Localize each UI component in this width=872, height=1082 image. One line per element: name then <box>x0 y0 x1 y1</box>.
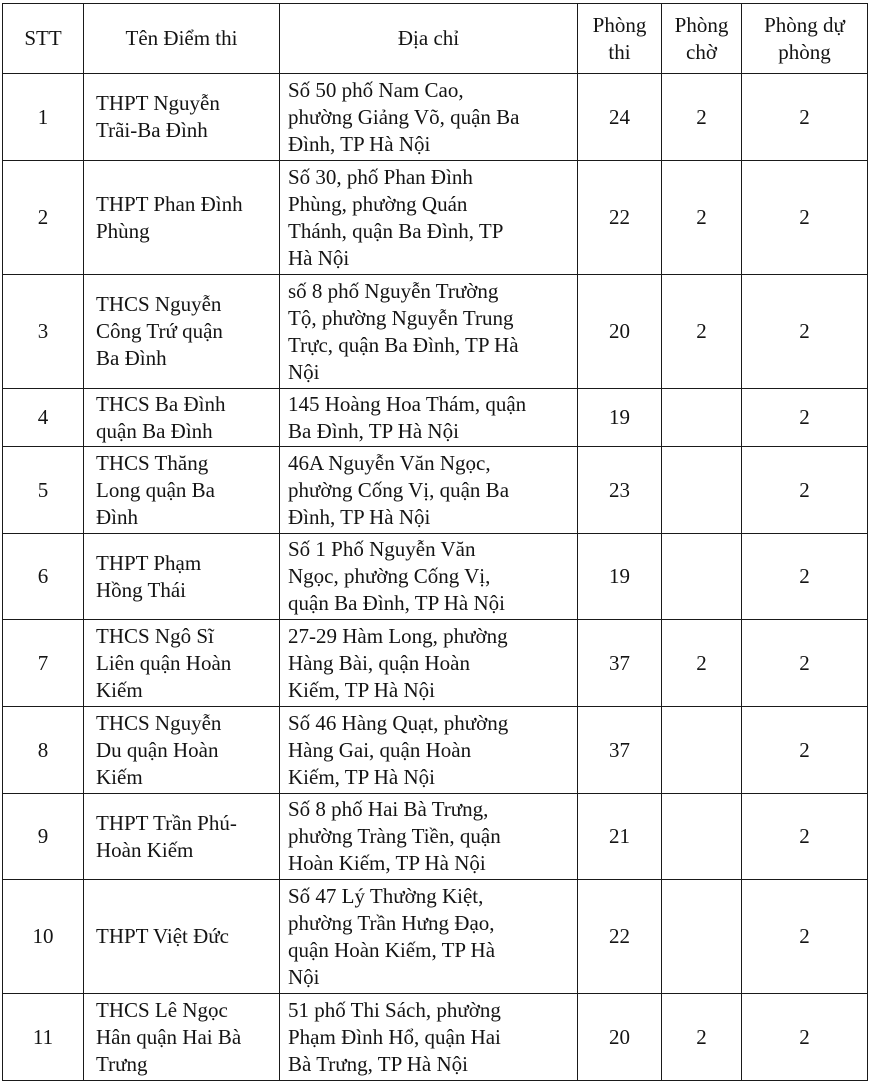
cell-stt-text: 9 <box>37 824 49 848</box>
cell-exam-rooms-text: 20 <box>609 1024 630 1049</box>
cell-site-name <box>84 880 280 994</box>
cell-stt-text: 3 <box>37 319 49 343</box>
cell-waiting-rooms <box>662 161 742 275</box>
cell-address-text: Số 30, phố Phan Đình Phùng, phường Quán Thánh, quận Ba Đình, TP Hà Nội <box>288 164 504 270</box>
cell-exam-rooms <box>578 794 662 880</box>
cell-stt <box>3 161 84 275</box>
cell-backup-rooms <box>742 161 868 275</box>
cell-waiting-rooms-text: 2 <box>696 319 707 343</box>
cell-stt <box>3 447 84 534</box>
table-row <box>3 620 868 707</box>
cell-address-text: 145 Hoàng Hoa Thám, quận Ba Đình, TP Hà Nội <box>288 391 527 443</box>
cell-address <box>280 707 578 794</box>
table-row <box>3 534 868 620</box>
cell-backup-rooms <box>742 707 868 794</box>
cell-address-text: 51 phố Thi Sách, phường Phạm Đình Hổ, quận Hai Bà Trưng, TP Hà Nội <box>288 997 501 1076</box>
cell-site-name-text: THPT Phạm Hồng Thái <box>96 550 202 602</box>
cell-site-name-text: THPT Phan Đình Phùng <box>96 191 243 243</box>
cell-exam-rooms <box>578 389 662 447</box>
table-row <box>3 994 868 1081</box>
cell-waiting-rooms <box>662 880 742 994</box>
cell-exam-rooms <box>578 880 662 994</box>
cell-address <box>280 794 578 880</box>
table-row <box>3 707 868 794</box>
cell-exam-rooms-text: 22 <box>609 924 630 948</box>
cell-backup-rooms <box>742 275 868 389</box>
cell-address <box>280 275 578 389</box>
exam-sites-table <box>2 3 868 1081</box>
cell-stt-text: 4 <box>37 405 49 429</box>
cell-backup-rooms-text: 2 <box>799 564 810 588</box>
cell-address <box>280 534 578 620</box>
cell-backup-rooms-text: 2 <box>799 104 810 129</box>
cell-waiting-rooms <box>662 74 742 161</box>
header-waiting-rooms: Phòng chờ <box>662 4 742 74</box>
cell-stt-text: 10 <box>32 924 54 948</box>
cell-stt <box>3 389 84 447</box>
table-row <box>3 161 868 275</box>
table-row <box>3 880 868 994</box>
cell-address-text: Số 47 Lý Thường Kiệt, phường Trần Hưng Đạo, quận Hoàn Kiếm, TP Hà Nội <box>288 883 496 989</box>
cell-waiting-rooms <box>662 994 742 1081</box>
cell-address-text: Số 46 Hàng Quạt, phường Hàng Gai, quận Hoàn Kiếm, TP Hà Nội <box>288 710 509 789</box>
cell-site-name-text: THPT Trần Phú- Hoàn Kiếm <box>96 810 237 862</box>
table-row <box>3 794 868 880</box>
cell-site-name-text: THCS Thăng Long quận Ba Đình <box>96 450 215 529</box>
cell-backup-rooms-text: 2 <box>799 737 810 762</box>
cell-site-name-text: THPT Việt Đức <box>96 924 230 948</box>
cell-stt-text: 7 <box>37 650 49 675</box>
cell-exam-rooms <box>578 447 662 534</box>
cell-waiting-rooms <box>662 275 742 389</box>
cell-address-text: Số 1 Phố Nguyễn Văn Ngọc, phường Cống Vị, quận Ba Đình, TP Hà Nội <box>288 537 505 615</box>
cell-backup-rooms <box>742 620 868 707</box>
cell-backup-rooms-text: 2 <box>799 1024 810 1049</box>
cell-address-text: 27-29 Hàm Long, phường Hàng Bài, quận Hoàn Kiếm, TP Hà Nội <box>288 623 508 702</box>
cell-exam-rooms-text: 37 <box>609 737 630 762</box>
cell-exam-rooms-text: 23 <box>609 477 630 502</box>
cell-stt <box>3 794 84 880</box>
cell-site-name <box>84 534 280 620</box>
table-row <box>3 74 868 161</box>
cell-stt <box>3 880 84 994</box>
cell-backup-rooms <box>742 389 868 447</box>
cell-address <box>280 994 578 1081</box>
cell-backup-rooms <box>742 534 868 620</box>
cell-exam-rooms-text: 24 <box>609 104 630 129</box>
cell-exam-rooms <box>578 161 662 275</box>
cell-backup-rooms-text: 2 <box>799 319 810 343</box>
header-stt: STT <box>3 4 84 74</box>
cell-waiting-rooms <box>662 707 742 794</box>
cell-exam-rooms-text: 22 <box>609 205 630 229</box>
cell-backup-rooms <box>742 994 868 1081</box>
cell-address-text: Số 8 phố Hai Bà Trưng, phường Tràng Tiền, quận Hoàn Kiếm, TP Hà Nội <box>288 797 501 875</box>
cell-address <box>280 447 578 534</box>
cell-waiting-rooms <box>662 389 742 447</box>
cell-exam-rooms-text: 37 <box>609 650 630 675</box>
cell-exam-rooms <box>578 534 662 620</box>
cell-site-name <box>84 74 280 161</box>
cell-exam-rooms <box>578 620 662 707</box>
cell-waiting-rooms-text: 2 <box>696 205 707 229</box>
cell-site-name <box>84 794 280 880</box>
cell-exam-rooms <box>578 74 662 161</box>
cell-address <box>280 389 578 447</box>
cell-exam-rooms <box>578 994 662 1081</box>
cell-waiting-rooms <box>662 620 742 707</box>
cell-stt-text: 1 <box>37 104 49 129</box>
cell-site-name-text: THCS Ngô Sĩ Liên quận Hoàn Kiếm <box>96 623 232 702</box>
cell-backup-rooms-text: 2 <box>799 924 810 948</box>
cell-stt <box>3 534 84 620</box>
cell-site-name-text: THCS Nguyễn Du quận Hoàn Kiếm <box>96 710 222 789</box>
cell-site-name <box>84 994 280 1081</box>
cell-exam-rooms-text: 21 <box>609 824 630 848</box>
cell-stt <box>3 74 84 161</box>
header-address: Địa chỉ <box>280 4 578 74</box>
header-site-name: Tên Điểm thi <box>84 4 280 74</box>
table-row <box>3 447 868 534</box>
cell-address <box>280 74 578 161</box>
cell-exam-rooms <box>578 707 662 794</box>
cell-stt <box>3 707 84 794</box>
cell-backup-rooms-text: 2 <box>799 405 810 429</box>
cell-waiting-rooms-text: 2 <box>696 104 707 129</box>
cell-stt-text: 6 <box>37 564 49 588</box>
cell-exam-rooms-text: 19 <box>609 564 630 588</box>
cell-site-name-text: THPT Nguyễn Trãi-Ba Đình <box>96 91 220 142</box>
cell-site-name-text: THCS Nguyễn Công Trứ quận Ba Đình <box>96 292 223 370</box>
cell-backup-rooms <box>742 794 868 880</box>
cell-site-name <box>84 620 280 707</box>
cell-stt <box>3 994 84 1081</box>
cell-site-name-text: THCS Ba Đình quận Ba Đình <box>96 391 226 443</box>
cell-stt-text: 2 <box>37 205 49 229</box>
cell-backup-rooms-text: 2 <box>799 205 810 229</box>
cell-stt-text: 5 <box>37 477 49 502</box>
table-row <box>3 275 868 389</box>
cell-backup-rooms-text: 2 <box>799 650 810 675</box>
header-backup-rooms: Phòng dự phòng <box>742 4 868 74</box>
cell-waiting-rooms <box>662 534 742 620</box>
cell-address <box>280 161 578 275</box>
cell-address <box>280 620 578 707</box>
cell-waiting-rooms <box>662 794 742 880</box>
cell-stt-text: 8 <box>37 737 49 762</box>
header-row <box>3 4 868 74</box>
header-exam-rooms: Phòng thi <box>578 4 662 74</box>
cell-site-name <box>84 389 280 447</box>
cell-waiting-rooms-text: 2 <box>696 650 707 675</box>
cell-backup-rooms-text: 2 <box>799 824 810 848</box>
cell-waiting-rooms-text: 2 <box>696 1024 707 1049</box>
cell-stt-text: 11 <box>32 1024 54 1049</box>
cell-stt <box>3 620 84 707</box>
cell-site-name <box>84 707 280 794</box>
cell-backup-rooms <box>742 74 868 161</box>
cell-exam-rooms <box>578 275 662 389</box>
cell-address <box>280 880 578 994</box>
table-row <box>3 389 868 447</box>
cell-site-name <box>84 447 280 534</box>
cell-address-text: số 8 phố Nguyễn Trường Tộ, phường Nguyễn Trung Trực, quận Ba Đình, TP Hà Nội <box>288 278 519 384</box>
cell-site-name <box>84 161 280 275</box>
cell-address-text: 46A Nguyễn Văn Ngọc, phường Cống Vị, quận Ba Đình, TP Hà Nội <box>288 450 510 529</box>
cell-backup-rooms <box>742 880 868 994</box>
cell-address-text: Số 50 phố Nam Cao, phường Giảng Võ, quận Ba Đình, TP Hà Nội <box>288 77 520 156</box>
cell-stt <box>3 275 84 389</box>
cell-waiting-rooms <box>662 447 742 534</box>
cell-site-name-text: THCS Lê Ngọc Hân quận Hai Bà Trưng <box>96 997 242 1076</box>
cell-exam-rooms-text: 19 <box>609 405 630 429</box>
cell-backup-rooms-text: 2 <box>799 477 810 502</box>
cell-site-name <box>84 275 280 389</box>
cell-exam-rooms-text: 20 <box>609 319 630 343</box>
cell-backup-rooms <box>742 447 868 534</box>
